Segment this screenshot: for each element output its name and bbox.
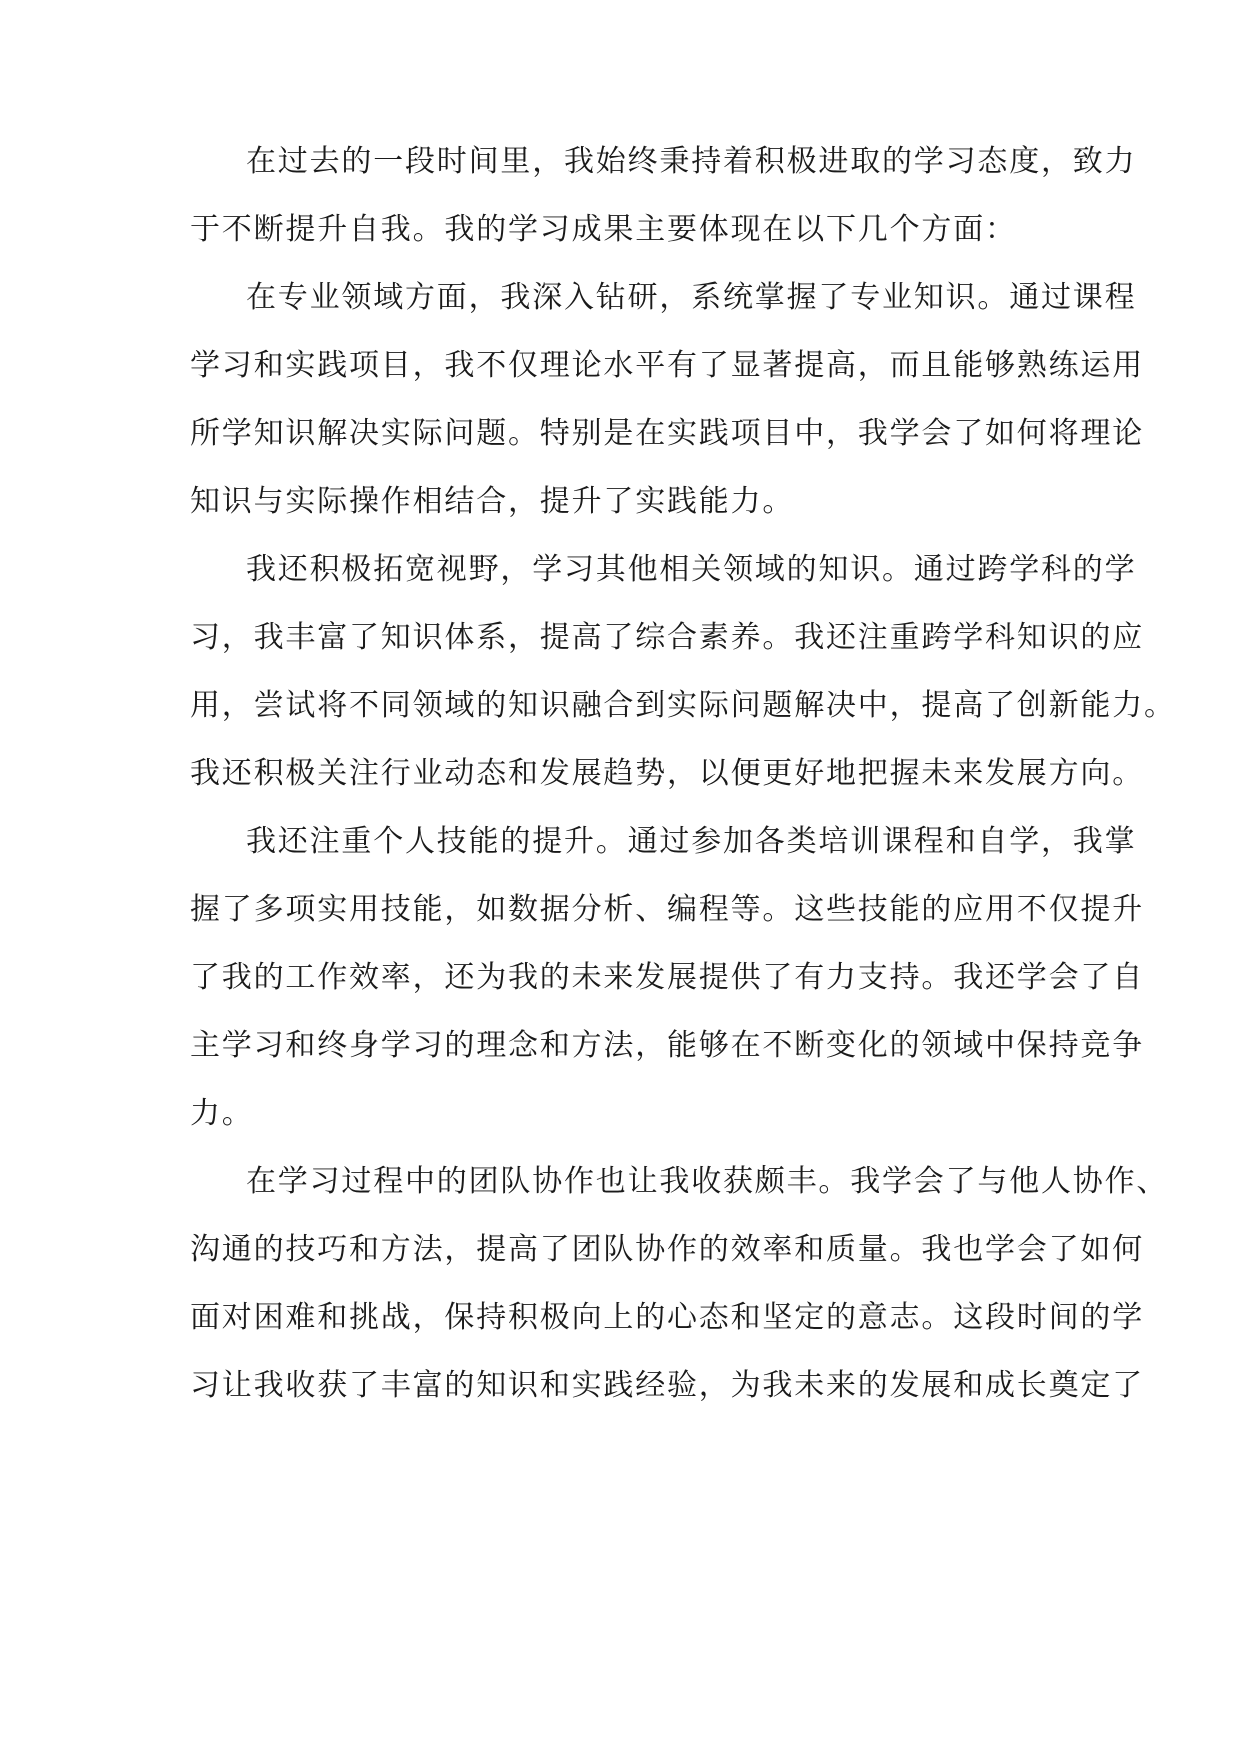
paragraph-5-line-1: 在学习过程中的团队协作也让我收获颇丰。我学会了与他人协作、 [246, 1164, 1169, 1199]
paragraph-4-line-5: 力。 [190, 1096, 254, 1131]
paragraph-3-line-4: 我还积极关注行业动态和发展趋势，以便更好地把握未来发展方向。 [190, 756, 1144, 791]
paragraph-2-line-4: 知识与实际操作相结合，提升了实践能力。 [190, 484, 795, 519]
paragraph-5-line-2: 沟通的技巧和方法，提高了团队协作的效率和质量。我也学会了如何 [190, 1232, 1144, 1267]
paragraph-4-line-2: 握了多项实用技能，如数据分析、编程等。这些技能的应用不仅提升 [190, 892, 1144, 927]
paragraph-3-line-1: 我还积极拓宽视野，学习其他相关领域的知识。通过跨学科的学 [246, 552, 1137, 587]
paragraph-1-line-1: 在过去的一段时间里，我始终秉持着积极进取的学习态度，致力 [246, 144, 1137, 179]
paragraph-5-line-4: 习让我收获了丰富的知识和实践经验，为我未来的发展和成长奠定了 [190, 1368, 1144, 1403]
paragraph-2-line-3: 所学知识解决实际问题。特别是在实践项目中，我学会了如何将理论 [190, 416, 1144, 451]
paragraph-3-line-2: 习，我丰富了知识体系，提高了综合素养。我还注重跨学科知识的应 [190, 620, 1144, 655]
paragraph-1-line-2: 于不断提升自我。我的学习成果主要体现在以下几个方面： [190, 212, 1017, 247]
paragraph-3-line-3: 用，尝试将不同领域的知识融合到实际问题解决中，提高了创新能力。 [190, 688, 1176, 723]
paragraph-4-line-4: 主学习和终身学习的理念和方法，能够在不断变化的领域中保持竞争 [190, 1028, 1144, 1063]
paragraph-4-line-3: 了我的工作效率，还为我的未来发展提供了有力支持。我还学会了自 [190, 960, 1144, 995]
paragraph-4-line-1: 我还注重个人技能的提升。通过参加各类培训课程和自学，我掌 [246, 824, 1137, 859]
paragraph-5-line-3: 面对困难和挑战，保持积极向上的心态和坚定的意志。这段时间的学 [190, 1300, 1144, 1335]
paragraph-2-line-2: 学习和实践项目，我不仅理论水平有了显著提高，而且能够熟练运用 [190, 348, 1144, 383]
paragraph-2-line-1: 在专业领域方面，我深入钻研，系统掌握了专业知识。通过课程 [246, 280, 1137, 315]
